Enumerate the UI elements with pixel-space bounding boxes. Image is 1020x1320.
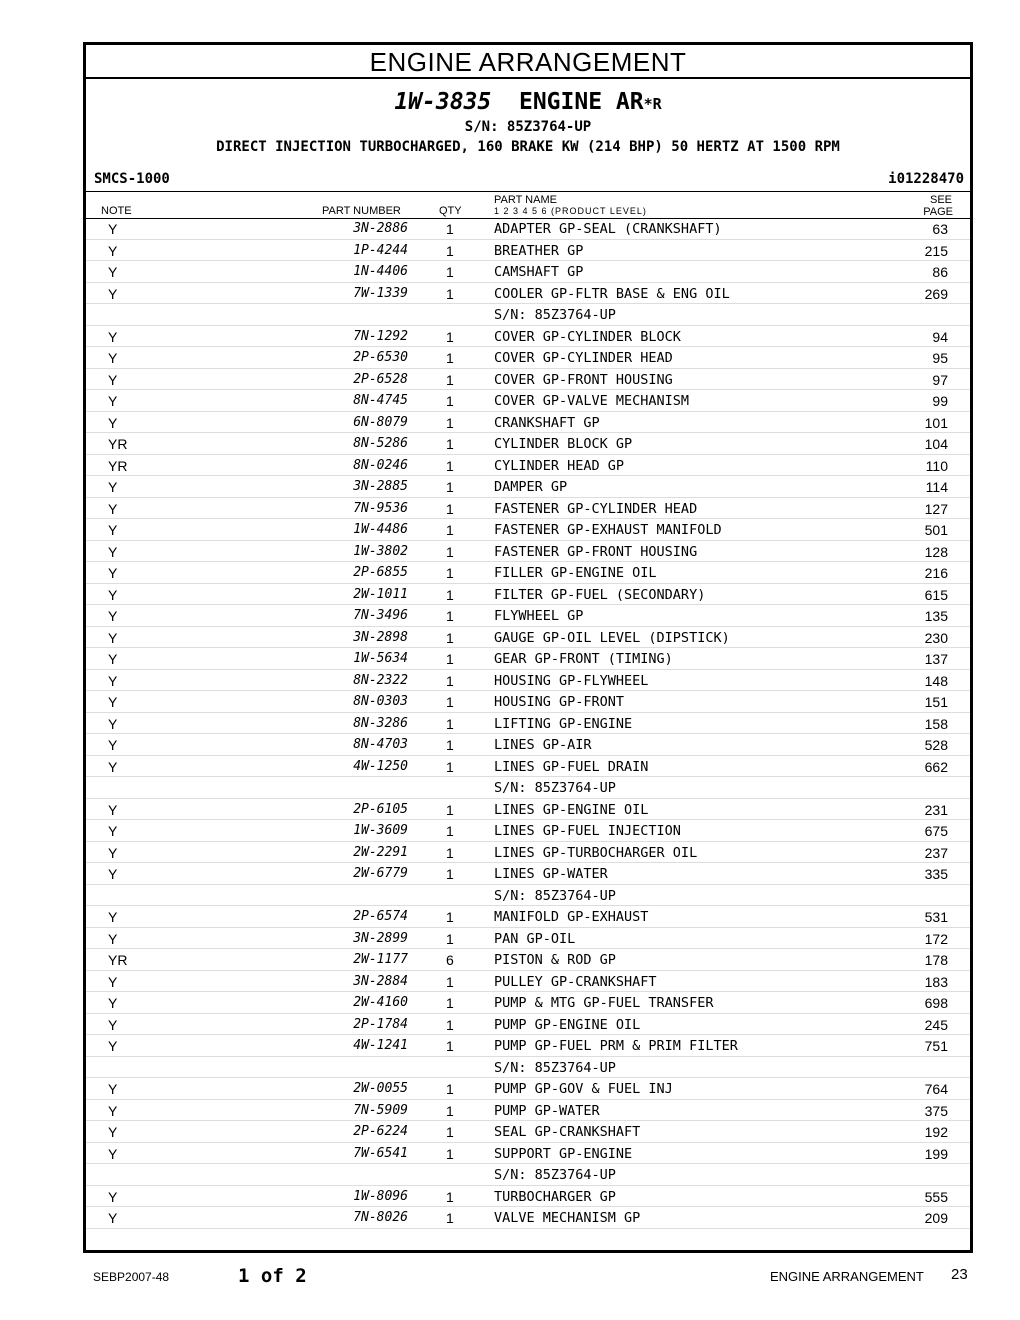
row-qty: 1 [446,1038,454,1054]
row-qty: 1 [446,694,454,710]
row-note: Y [108,866,118,882]
row-part-number: 2P-6574 [353,909,408,924]
row-qty: 1 [446,522,454,538]
assembly-heading [86,89,970,115]
row-part-name: COOLER GP-FLTR BASE & ENG OIL [494,285,730,302]
footer-page-number: 23 [951,1266,968,1283]
row-part-name: PISTON & ROD GP [494,952,616,968]
table-row [86,304,970,326]
row-part-name: CYLINDER HEAD GP [494,457,625,474]
row-part-name: LINES GP-ENGINE OIL [494,801,649,818]
row-see-page: 101 [924,414,948,431]
row-part-name: PUMP GP-FUEL PRM & PRIM FILTER [494,1038,738,1054]
footer-page-of: 1 of 2 [238,1265,307,1287]
row-note: Y [108,909,118,925]
row-part-name: COVER GP-CYLINDER BLOCK [494,328,681,345]
table-row [86,949,970,971]
table-row [86,713,970,735]
row-part-name: SEAL GP-CRANKSHAFT [494,1124,641,1140]
row-note: Y [108,221,118,237]
table-row [86,928,970,950]
table-row [86,455,970,477]
row-see-page: 86 [932,264,948,280]
assembly-name: ENGINE AR [518,89,644,115]
assembly-serial: S/N: 85Z3764-UP [464,119,592,135]
row-note: Y [108,586,118,603]
row-see-page: 615 [924,586,948,603]
row-see-page: 698 [924,995,948,1011]
row-qty: 1 [446,328,454,345]
row-part-name: COVER GP-VALVE MECHANISM [494,393,690,409]
table-row [86,756,970,778]
row-note: Y [108,930,118,947]
row-part-number: 8N-3286 [353,715,408,731]
row-qty: 1 [446,242,454,259]
row-see-page: 335 [924,866,948,882]
row-part-number: 3N-2898 [353,629,408,645]
row-part-name: CYLINDER BLOCK GP [494,436,633,452]
row-part-name: DAMPER GP [494,479,568,495]
row-qty: 1 [446,737,454,753]
table-row [86,1057,970,1079]
row-part-name: HOUSING GP-FRONT [494,694,625,710]
row-see-page: 97 [932,371,948,388]
row-qty: 1 [446,264,454,280]
table-row [86,519,970,541]
table-row [86,240,970,262]
row-note: Y [108,651,118,667]
col-note: NOTE [101,205,132,217]
table-row [86,1164,970,1186]
row-qty: 1 [446,414,454,431]
row-part-name: SUPPORT GP-ENGINE [494,1145,633,1162]
row-see-page: 675 [924,823,948,839]
row-qty: 1 [446,758,454,775]
row-part-number: 1N-4406 [353,264,408,279]
row-note: Y [108,264,118,280]
row-qty: 1 [446,995,454,1011]
table-row [86,863,970,885]
row-note: Y [108,565,118,581]
row-part-number: 8N-0246 [353,457,408,473]
row-part-name: BREATHER GP [494,242,584,259]
row-see-page: 231 [924,801,948,818]
table-row [86,1014,970,1036]
row-part-number: 1W-5634 [353,651,408,666]
row-note: Y [108,844,118,861]
table-row [86,906,970,928]
row-part-name: PUMP GP-WATER [494,1102,600,1119]
row-see-page: 95 [932,350,948,366]
table-row [86,885,970,907]
row-see-page: 128 [924,543,948,560]
row-part-number: 2P-6530 [353,350,408,365]
row-part-name: PUMP GP-ENGINE OIL [494,1016,641,1033]
row-part-number: 2P-6105 [353,801,408,817]
row-part-name: ADAPTER GP-SEAL (CRANKSHAFT) [494,221,722,237]
row-qty: 1 [446,457,454,474]
table-row [86,820,970,842]
row-part-number: 8N-5286 [353,436,408,451]
row-qty: 1 [446,651,454,667]
row-note: Y [108,973,118,990]
row-note: Y [108,715,118,732]
row-see-page: 209 [924,1210,948,1226]
table-row [86,627,970,649]
row-part-name: FASTENER GP-FRONT HOUSING [494,543,698,560]
row-qty: 1 [446,1081,454,1097]
row-part-name: FLYWHEEL GP [494,608,584,624]
row-qty: 1 [446,1145,454,1162]
row-note: Y [108,328,118,345]
row-qty: 1 [446,285,454,302]
row-part-number: 8N-2322 [353,672,408,688]
row-part-name: FILLER GP-ENGINE OIL [494,565,657,581]
row-part-number: 7N-8026 [353,1210,408,1225]
table-row [86,799,970,821]
row-part-number: 1W-3609 [353,823,408,838]
table-row [86,584,970,606]
row-see-page: 110 [925,457,948,474]
row-see-page: 528 [924,737,948,753]
row-note: Y [108,1188,118,1205]
row-qty: 1 [446,1102,454,1119]
row-qty: 1 [446,1210,454,1226]
row-part-number: 4W-1241 [353,1038,408,1053]
row-part-number: 7N-3496 [353,608,408,623]
row-see-page: 531 [924,909,948,925]
row-part-name: LINES GP-TURBOCHARGER OIL [494,844,698,861]
row-note: Y [108,1210,118,1226]
row-qty: 6 [446,952,454,968]
row-see-page: 114 [925,479,948,495]
table-row [86,691,970,713]
parts-table [86,218,970,1229]
col-part-name: PART NAME [494,194,557,206]
row-part-number: 2W-1177 [353,952,408,967]
table-row [86,992,970,1014]
row-see-page: 151 [924,694,948,710]
footer-doc-id: SEBP2007-48 [93,1270,170,1284]
row-qty: 1 [446,608,454,624]
table-row [86,476,970,498]
row-part-number: 7W-6541 [353,1145,408,1161]
row-part-name: TURBOCHARGER GP [494,1188,616,1205]
table-row [86,498,970,520]
row-see-page: 148 [924,672,948,689]
row-part-name: LINES GP-FUEL DRAIN [494,758,649,775]
table-row [86,971,970,993]
row-part-number: 2P-6528 [353,371,408,387]
row-part-number: 8N-0303 [353,694,408,709]
row-part-name: LIFTING GP-ENGINE [494,715,633,732]
row-part-number: 7N-9536 [353,500,408,516]
row-part-name: LINES GP-WATER [494,866,608,882]
assembly-name-suffix: *R [643,95,662,113]
table-row [86,1078,970,1100]
table-row [86,777,970,799]
row-part-number: 1W-3802 [353,543,408,559]
row-see-page: 230 [924,629,948,646]
row-see-page: 135 [924,608,948,624]
row-part-number: 7N-1292 [353,328,408,344]
row-note: Y [108,672,118,689]
illustration-id: i01228470 [888,171,964,187]
row-part-name: FILTER GP-FUEL (SECONDARY) [494,586,706,603]
row-part-number: 7W-1339 [353,285,408,301]
row-see-page: 172 [924,930,948,947]
row-note: Y [108,1016,118,1033]
row-qty: 1 [446,393,454,409]
footer-section: ENGINE ARRANGEMENT [770,1269,924,1284]
row-qty: 1 [446,586,454,603]
row-note: Y [108,1124,118,1140]
table-row [86,1121,970,1143]
row-part-number: 4W-1250 [353,758,408,774]
row-part-name: S/N: 85Z3764-UP [494,307,616,323]
row-note: Y [108,629,118,646]
row-qty: 1 [446,801,454,818]
row-note: Y [108,500,118,517]
row-part-name: HOUSING GP-FLYWHEEL [494,672,649,689]
row-qty: 1 [446,479,454,495]
row-qty: 1 [446,350,454,366]
col-product-level: 1 2 3 4 5 6 (PRODUCT LEVEL) [494,206,647,216]
col-qty: QTY [439,205,462,217]
col-part-number: PART NUMBER [322,205,401,217]
col-see: SEE [929,194,952,206]
row-part-name: LINES GP-AIR [494,737,592,753]
row-qty: 1 [446,543,454,560]
row-part-number: 1W-8096 [353,1188,408,1204]
row-qty: 1 [446,930,454,947]
row-part-number: 2P-1784 [353,1016,408,1032]
row-part-number: 2W-6779 [353,866,408,881]
row-qty: 1 [446,500,454,517]
row-see-page: 178 [924,952,948,968]
table-row [86,1100,970,1122]
table-row [86,369,970,391]
row-note: Y [108,414,118,431]
row-qty: 1 [446,909,454,925]
row-part-number: 3N-2899 [353,930,408,946]
table-row [86,842,970,864]
table-row [86,1035,970,1057]
row-see-page: 158 [924,715,948,732]
row-see-page: 215 [924,242,948,259]
row-part-number: 1P-4244 [353,242,408,258]
parts-list-frame [83,42,973,1253]
row-part-number: 3N-2885 [353,479,408,494]
row-qty: 1 [446,1016,454,1033]
row-part-name: GEAR GP-FRONT (TIMING) [494,651,673,667]
row-see-page: 127 [924,500,948,517]
table-row [86,283,970,305]
table-row [86,541,970,563]
table-row [86,734,970,756]
row-see-page: 555 [924,1188,948,1205]
row-see-page: 237 [924,844,948,861]
row-see-page: 764 [924,1081,948,1097]
row-see-page: 104 [924,436,948,452]
row-note: Y [108,1038,118,1054]
row-part-number: 1W-4486 [353,522,408,537]
table-row [86,1186,970,1208]
row-part-number: 2W-4160 [353,995,408,1010]
row-note: YR [108,457,128,474]
table-row [86,648,970,670]
row-part-name: LINES GP-FUEL INJECTION [494,823,681,839]
row-part-number: 2P-6855 [353,565,408,580]
row-see-page: 245 [924,1016,948,1033]
table-row [86,412,970,434]
row-part-number: 3N-2886 [353,221,408,236]
row-qty: 1 [446,866,454,882]
row-part-name: PULLEY GP-CRANKSHAFT [494,973,657,990]
row-see-page: 375 [924,1102,948,1119]
row-qty: 1 [446,823,454,839]
row-note: Y [108,1081,118,1097]
row-part-number: 2W-2291 [353,844,408,860]
row-part-name: S/N: 85Z3764-UP [494,887,616,904]
row-see-page: 94 [932,328,948,345]
row-note: Y [108,242,118,259]
row-part-name: FASTENER GP-CYLINDER HEAD [494,500,698,517]
row-see-page: 192 [924,1124,948,1140]
section-title: ENGINE ARRANGEMENT [86,45,970,79]
row-see-page: 751 [924,1038,948,1054]
table-row [86,605,970,627]
row-part-name: VALVE MECHANISM GP [494,1210,641,1226]
row-part-name: PAN GP-OIL [494,930,576,947]
assembly-part-number: 1W-3835 [394,89,492,115]
table-row [86,218,970,240]
row-note: Y [108,758,118,775]
table-row [86,326,970,348]
row-see-page: 501 [924,522,948,538]
row-see-page: 63 [932,221,948,237]
row-part-number: 2W-1011 [353,586,408,602]
row-qty: 1 [446,973,454,990]
row-note: Y [108,393,118,409]
column-header [86,191,970,219]
row-qty: 1 [446,371,454,388]
row-part-name: CAMSHAFT GP [494,264,584,280]
row-part-name: PUMP GP-GOV & FUEL INJ [494,1081,673,1097]
row-note: Y [108,479,118,495]
row-note: Y [108,1145,118,1162]
row-part-number: 8N-4745 [353,393,408,408]
row-part-name: FASTENER GP-EXHAUST MANIFOLD [494,522,722,538]
row-see-page: 269 [924,285,948,302]
row-note: Y [108,285,118,302]
row-qty: 1 [446,1188,454,1205]
row-part-number: 2P-6224 [353,1124,408,1139]
row-see-page: 99 [932,393,948,409]
row-see-page: 183 [924,973,948,990]
row-qty: 1 [446,715,454,732]
row-part-number: 7N-5909 [353,1102,408,1118]
table-row [86,347,970,369]
row-part-name: S/N: 85Z3764-UP [494,1167,616,1183]
table-row [86,433,970,455]
row-part-name: COVER GP-FRONT HOUSING [494,371,673,388]
row-note: Y [108,823,118,839]
row-qty: 1 [446,629,454,646]
table-row [86,1207,970,1229]
row-part-name: CRANKSHAFT GP [494,414,600,431]
row-note: Y [108,1102,118,1119]
row-qty: 1 [446,844,454,861]
row-note: Y [108,995,118,1011]
row-qty: 1 [446,672,454,689]
row-note: Y [108,694,118,710]
row-part-name: MANIFOLD GP-EXHAUST [494,909,649,925]
row-part-number: 8N-4703 [353,737,408,752]
row-qty: 1 [446,1124,454,1140]
row-note: Y [108,522,118,538]
table-row [86,670,970,692]
row-note: YR [108,952,128,968]
row-note: Y [108,350,118,366]
row-part-number: 6N-8079 [353,414,408,430]
row-part-name: COVER GP-CYLINDER HEAD [494,350,673,366]
row-see-page: 199 [924,1145,948,1162]
row-part-name: S/N: 85Z3764-UP [494,780,616,796]
row-qty: 1 [446,221,454,237]
col-page: PAGE [923,206,953,218]
row-part-name: PUMP & MTG GP-FUEL TRANSFER [494,995,714,1011]
row-part-number: 3N-2884 [353,973,408,989]
row-note: Y [108,543,118,560]
row-see-page: 662 [924,758,948,775]
row-qty: 1 [446,565,454,581]
table-row [86,1143,970,1165]
table-row [86,562,970,584]
row-note: Y [108,737,118,753]
table-row [86,261,970,283]
table-row [86,390,970,412]
row-see-page: 216 [924,565,948,581]
row-note: YR [108,436,128,452]
row-part-name: GAUGE GP-OIL LEVEL (DIPSTICK) [494,629,730,646]
row-see-page: 137 [924,651,948,667]
row-part-number: 2W-0055 [353,1081,408,1096]
row-qty: 1 [446,436,454,452]
smcs-code: SMCS-1000 [94,171,170,187]
row-part-name: S/N: 85Z3764-UP [494,1059,616,1076]
row-note: Y [108,801,118,818]
assembly-description: DIRECT INJECTION TURBOCHARGED, 160 BRAKE KW (214 BHP) 50 HERTZ AT 1500 RPM [216,139,840,155]
row-note: Y [108,371,118,388]
row-note: Y [108,608,118,624]
